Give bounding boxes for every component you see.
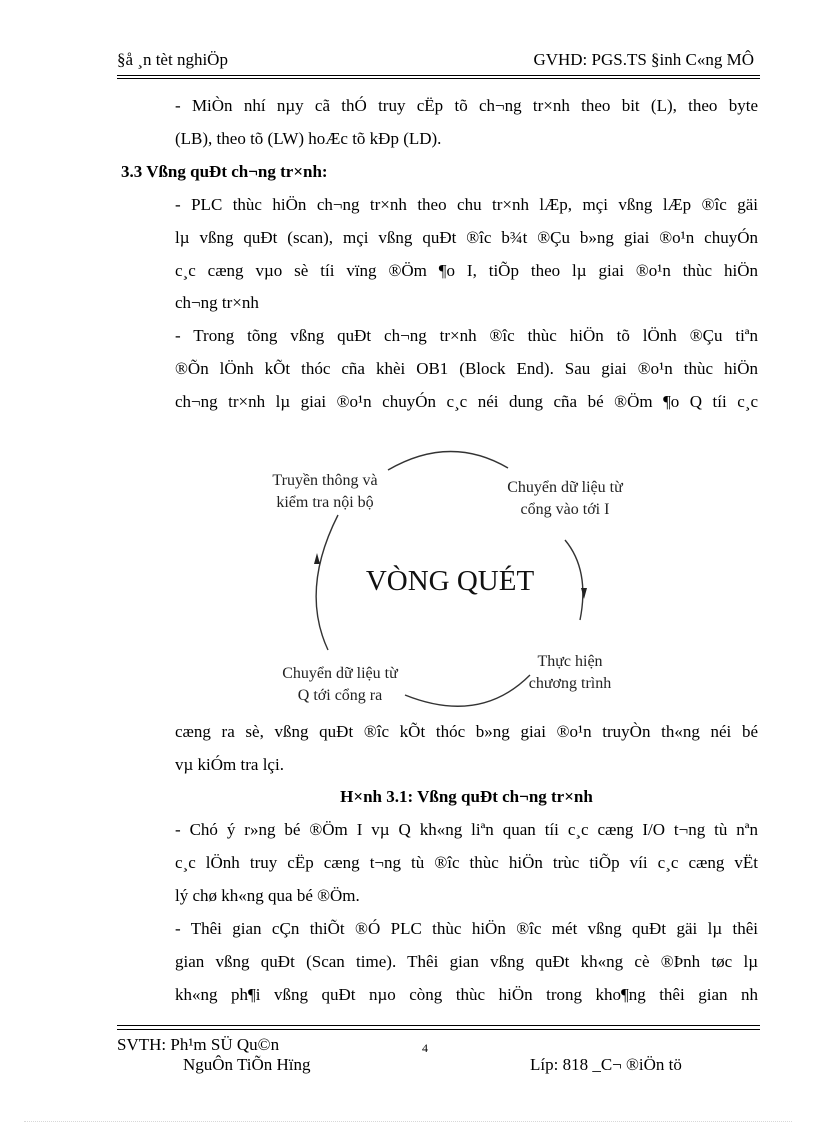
footer-rule-2 [117,1029,760,1030]
paragraph-line: ch¬ng tr×nh lµ giai ®o¹n chuyÓn c¸c néi dung cña bé ®Öm ¶o Q tíi c¸c [175,392,758,411]
label-output-transfer: Chuyển dữ liệu từ [282,665,398,682]
label-output-transfer-2: Q tới cổng ra [297,687,383,704]
paragraph-line: - PLC thùc hiÖn ch¬ng tr×nh theo chu tr×nh lÆp, mçi vßng lÆp ®îc gäi [175,195,758,214]
figure-caption: H×nh 3.1: Vßng quÐt ch¬ng tr×nh [340,787,593,806]
paragraph-line: - MiÒn nhí nµy cã thÓ truy cËp tõ ch¬ng tr×nh theo bit (L), theo byte [175,96,758,115]
arrow-up-icon [314,553,320,564]
footer-student: SVTH: Ph¹m SÜ Qu©n [117,1035,280,1054]
footer-student-2: NguÔn TiÕn Hïng [183,1055,311,1074]
paragraph-line: ®Õn lÖnh kÕt thóc cña khèi OB1 (Block End). Sau giai ®o¹n thùc hiÖn [175,359,758,378]
page-number: 4 [422,1041,428,1055]
arc-bottom [405,675,530,706]
paragraph-line: c¸c lÖnh truy cËp cæng t¬ng tù ®îc thùc hiÖn trùc tiÕp víi c¸c cæng vËt [175,853,758,872]
paragraph-line: (LB), theo tõ (LW) hoÆc tõ kÐp (LD). [175,129,442,148]
paragraph-line: kh«ng ph¶i vßng quÐt nµo còng thùc hiÖn trong kho¶ng thêi gian nh [175,985,758,1004]
paragraph-line: lµ vßng quÐt (scan), mçi vßng quÐt ®îc b¾t ®Çu b»ng giai ®o¹n chuyÓn [175,228,758,247]
arc-left [316,515,338,650]
page-header [117,50,760,76]
scan-cycle-diagram [240,440,660,720]
paragraph-line: ch¬ng tr×nh [175,293,259,312]
label-execute-program: Thực hiện [537,653,603,670]
header-rule [117,75,760,76]
label-execute-program-2: chương trình [528,675,612,692]
label-input-transfer: Chuyển dữ liệu từ [507,479,623,496]
arrow-down-icon [581,588,587,599]
section-heading: 3.3 Vßng quÐt ch¬ng tr×nh: [121,162,328,181]
footer-class: Líp: 818 _C¬ ®iÖn tö [530,1055,682,1074]
label-communication: Truyền thông và [272,472,378,489]
paragraph-line: gian vßng quÐt (Scan time). Thêi gian vßng quÐt kh«ng cè ®Þnh tøc lµ [175,952,758,971]
paragraph-line: - Trong tõng vßng quÐt ch¬ng tr×nh ®îc thùc hiÖn tõ lÖnh ®Çu tiªn [175,326,758,345]
label-communication-2: kiểm tra nội bộ [276,494,374,511]
header-supervisor: GVHD: PGS.TS §inh C«ng MÔ [533,50,754,69]
paragraph-line: lý chø kh«ng qua bé ®Öm. [175,886,360,905]
arc-right [565,540,583,620]
arc-top [388,451,508,470]
diagram-center-title: VÒNG QUÉT [365,565,535,597]
header-left-title: §å ¸n tèt nghiÖp [117,50,228,69]
paragraph-line: - Chó ý r»ng bé ®Öm I vµ Q kh«ng liªn quan tíi c¸c cæng I/O t¬ng tù nªn [175,820,758,839]
bottom-dotted-border [24,1121,792,1122]
header-rule-2 [117,78,760,79]
paragraph-line: cæng ra sè, vßng quÐt ®îc kÕt thóc b»ng giai ®o¹n truyÒn th«ng néi bé [175,722,758,741]
paragraph-line: vµ kiÓm tra lçi. [175,755,284,774]
paragraph-line: c¸c cæng vµo sè tíi vïng ®Öm ¶o I, tiÕp theo lµ giai ®o¹n thùc hiÖn [175,261,758,280]
label-input-transfer-2: cổng vào tới I [520,501,610,518]
paragraph-line: - Thêi gian cÇn thiÕt ®Ó PLC thùc hiÖn ®îc mét vßng quÐt gäi lµ thêi [175,919,758,938]
footer-rule [117,1025,760,1026]
